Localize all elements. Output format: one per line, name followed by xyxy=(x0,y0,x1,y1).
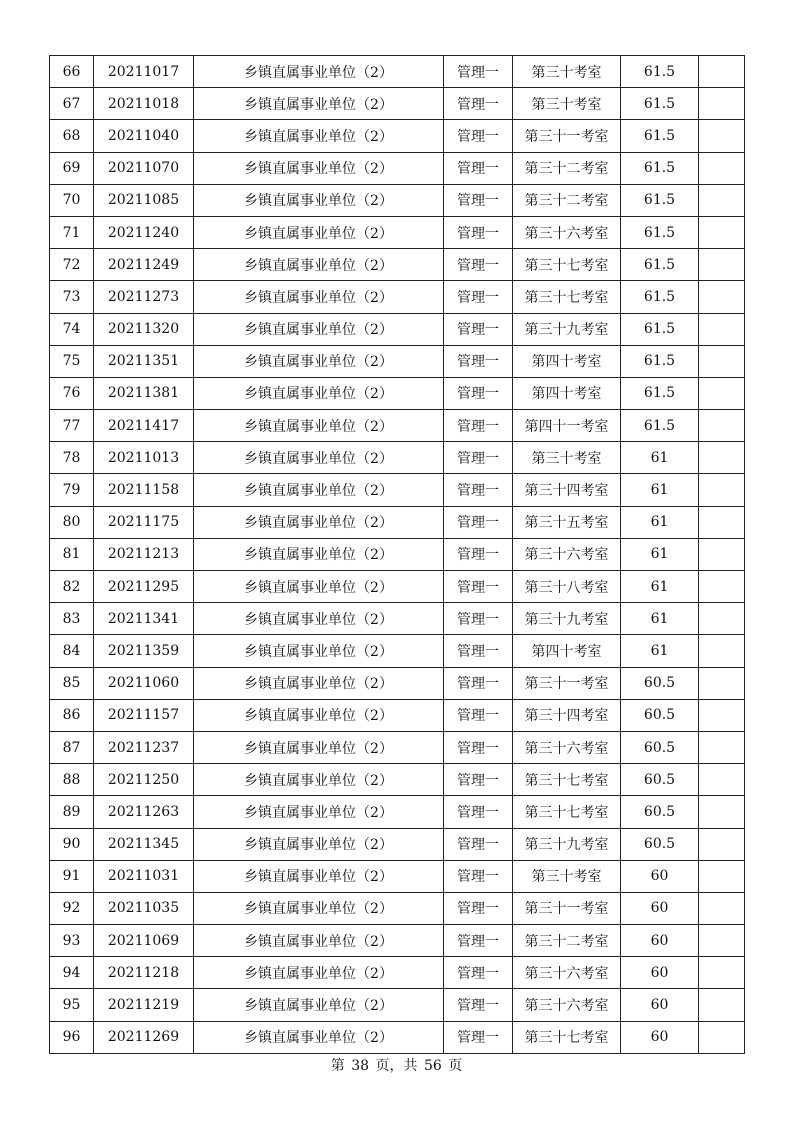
remark-cell xyxy=(699,989,745,1021)
table-row xyxy=(50,313,745,345)
remark-cell xyxy=(699,88,745,120)
footer-current-page: 38 xyxy=(351,1058,370,1074)
table-row xyxy=(50,796,745,828)
score: 60 xyxy=(621,989,699,1021)
remark-cell xyxy=(699,538,745,570)
row-number: 78 xyxy=(50,442,94,474)
position: 管理一 xyxy=(444,216,513,248)
row-number: 86 xyxy=(50,699,94,731)
row-number: 73 xyxy=(50,281,94,313)
remark-cell xyxy=(699,892,745,924)
row-number: 68 xyxy=(50,120,94,152)
position: 管理一 xyxy=(444,377,513,409)
position: 管理一 xyxy=(444,925,513,957)
score: 61 xyxy=(621,442,699,474)
exam-room: 第三十考室 xyxy=(513,860,621,892)
candidate-id: 20211269 xyxy=(94,1021,194,1053)
exam-room: 第三十九考室 xyxy=(513,603,621,635)
employer-unit: 乡镇直属事业单位（2） xyxy=(194,120,444,152)
exam-room: 第三十七考室 xyxy=(513,281,621,313)
row-number: 76 xyxy=(50,377,94,409)
position: 管理一 xyxy=(444,1021,513,1053)
position: 管理一 xyxy=(444,313,513,345)
employer-unit: 乡镇直属事业单位（2） xyxy=(194,925,444,957)
employer-unit: 乡镇直属事业单位（2） xyxy=(194,699,444,731)
score: 61 xyxy=(621,506,699,538)
employer-unit: 乡镇直属事业单位（2） xyxy=(194,410,444,442)
candidate-id: 20211060 xyxy=(94,667,194,699)
candidate-id: 20211213 xyxy=(94,538,194,570)
remark-cell xyxy=(699,828,745,860)
employer-unit: 乡镇直属事业单位（2） xyxy=(194,377,444,409)
remark-cell xyxy=(699,474,745,506)
exam-room: 第三十六考室 xyxy=(513,957,621,989)
table-row xyxy=(50,152,745,184)
employer-unit: 乡镇直属事业单位（2） xyxy=(194,892,444,924)
row-number: 92 xyxy=(50,892,94,924)
score: 61.5 xyxy=(621,152,699,184)
score: 60.5 xyxy=(621,731,699,763)
score: 61 xyxy=(621,538,699,570)
score: 61 xyxy=(621,635,699,667)
table-row xyxy=(50,88,745,120)
employer-unit: 乡镇直属事业单位（2） xyxy=(194,313,444,345)
employer-unit: 乡镇直属事业单位（2） xyxy=(194,828,444,860)
score: 60 xyxy=(621,1021,699,1053)
score: 60.5 xyxy=(621,699,699,731)
exam-room: 第三十七考室 xyxy=(513,796,621,828)
employer-unit: 乡镇直属事业单位（2） xyxy=(194,731,444,763)
employer-unit: 乡镇直属事业单位（2） xyxy=(194,474,444,506)
position: 管理一 xyxy=(444,667,513,699)
candidate-id: 20211031 xyxy=(94,860,194,892)
exam-room: 第三十四考室 xyxy=(513,474,621,506)
remark-cell xyxy=(699,313,745,345)
exam-room: 第三十考室 xyxy=(513,442,621,474)
candidate-id: 20211320 xyxy=(94,313,194,345)
remark-cell xyxy=(699,635,745,667)
table-row xyxy=(50,249,745,281)
table-row xyxy=(50,764,745,796)
row-number: 75 xyxy=(50,345,94,377)
exam-room: 第三十一考室 xyxy=(513,120,621,152)
employer-unit: 乡镇直属事业单位（2） xyxy=(194,216,444,248)
candidate-id: 20211273 xyxy=(94,281,194,313)
table-row xyxy=(50,410,745,442)
employer-unit: 乡镇直属事业单位（2） xyxy=(194,506,444,538)
footer-total-pages: 56 xyxy=(423,1058,442,1074)
row-number: 90 xyxy=(50,828,94,860)
candidate-id: 20211249 xyxy=(94,249,194,281)
position: 管理一 xyxy=(444,764,513,796)
candidate-id: 20211345 xyxy=(94,828,194,860)
exam-room: 第三十七考室 xyxy=(513,764,621,796)
position: 管理一 xyxy=(444,88,513,120)
position: 管理一 xyxy=(444,120,513,152)
row-number: 74 xyxy=(50,313,94,345)
position: 管理一 xyxy=(444,635,513,667)
table-row xyxy=(50,120,745,152)
score: 61 xyxy=(621,474,699,506)
table-row xyxy=(50,892,745,924)
row-number: 87 xyxy=(50,731,94,763)
score: 60 xyxy=(621,892,699,924)
candidate-id: 20211157 xyxy=(94,699,194,731)
row-number: 85 xyxy=(50,667,94,699)
candidate-id: 20211218 xyxy=(94,957,194,989)
table-row xyxy=(50,571,745,603)
exam-room: 第三十五考室 xyxy=(513,506,621,538)
position: 管理一 xyxy=(444,442,513,474)
score: 60.5 xyxy=(621,764,699,796)
row-number: 88 xyxy=(50,764,94,796)
employer-unit: 乡镇直属事业单位（2） xyxy=(194,88,444,120)
employer-unit: 乡镇直属事业单位（2） xyxy=(194,796,444,828)
row-number: 95 xyxy=(50,989,94,1021)
remark-cell xyxy=(699,506,745,538)
position: 管理一 xyxy=(444,892,513,924)
table-row xyxy=(50,699,745,731)
table-row xyxy=(50,345,745,377)
remark-cell xyxy=(699,442,745,474)
exam-room: 第三十七考室 xyxy=(513,249,621,281)
position: 管理一 xyxy=(444,410,513,442)
results-table-body xyxy=(50,56,745,1054)
candidate-id: 20211295 xyxy=(94,571,194,603)
position: 管理一 xyxy=(444,989,513,1021)
remark-cell xyxy=(699,925,745,957)
position: 管理一 xyxy=(444,860,513,892)
row-number: 81 xyxy=(50,538,94,570)
table-row xyxy=(50,442,745,474)
employer-unit: 乡镇直属事业单位（2） xyxy=(194,957,444,989)
exam-room: 第三十一考室 xyxy=(513,892,621,924)
remark-cell xyxy=(699,860,745,892)
position: 管理一 xyxy=(444,249,513,281)
score: 61.5 xyxy=(621,216,699,248)
candidate-id: 20211035 xyxy=(94,892,194,924)
row-number: 93 xyxy=(50,925,94,957)
exam-room: 第四十考室 xyxy=(513,635,621,667)
row-number: 96 xyxy=(50,1021,94,1053)
exam-room: 第三十九考室 xyxy=(513,313,621,345)
position: 管理一 xyxy=(444,474,513,506)
remark-cell xyxy=(699,764,745,796)
score: 61.5 xyxy=(621,281,699,313)
row-number: 77 xyxy=(50,410,94,442)
table-row xyxy=(50,1021,745,1053)
footer-suffix: 页 xyxy=(448,1058,463,1074)
exam-room: 第三十二考室 xyxy=(513,152,621,184)
candidate-id: 20211359 xyxy=(94,635,194,667)
exam-room: 第三十四考室 xyxy=(513,699,621,731)
candidate-id: 20211219 xyxy=(94,989,194,1021)
score: 61 xyxy=(621,603,699,635)
score: 60.5 xyxy=(621,796,699,828)
table-row xyxy=(50,184,745,216)
candidate-id: 20211069 xyxy=(94,925,194,957)
position: 管理一 xyxy=(444,281,513,313)
results-table xyxy=(49,55,745,1054)
row-number: 82 xyxy=(50,571,94,603)
exam-room: 第三十二考室 xyxy=(513,925,621,957)
remark-cell xyxy=(699,184,745,216)
page-footer xyxy=(0,1055,793,1075)
exam-room: 第三十考室 xyxy=(513,56,621,88)
row-number: 67 xyxy=(50,88,94,120)
row-number: 91 xyxy=(50,860,94,892)
employer-unit: 乡镇直属事业单位（2） xyxy=(194,571,444,603)
remark-cell xyxy=(699,281,745,313)
remark-cell xyxy=(699,603,745,635)
remark-cell xyxy=(699,152,745,184)
employer-unit: 乡镇直属事业单位（2） xyxy=(194,56,444,88)
row-number: 72 xyxy=(50,249,94,281)
remark-cell xyxy=(699,957,745,989)
footer-middle: 页，共 xyxy=(375,1058,418,1074)
candidate-id: 20211341 xyxy=(94,603,194,635)
row-number: 66 xyxy=(50,56,94,88)
row-number: 70 xyxy=(50,184,94,216)
score: 61.5 xyxy=(621,88,699,120)
score: 60 xyxy=(621,957,699,989)
candidate-id: 20211158 xyxy=(94,474,194,506)
row-number: 83 xyxy=(50,603,94,635)
candidate-id: 20211250 xyxy=(94,764,194,796)
table-row xyxy=(50,989,745,1021)
candidate-id: 20211175 xyxy=(94,506,194,538)
position: 管理一 xyxy=(444,957,513,989)
remark-cell xyxy=(699,377,745,409)
exam-room: 第三十六考室 xyxy=(513,989,621,1021)
remark-cell xyxy=(699,56,745,88)
exam-room: 第三十七考室 xyxy=(513,1021,621,1053)
exam-room: 第三十八考室 xyxy=(513,571,621,603)
score: 60 xyxy=(621,860,699,892)
table-row xyxy=(50,56,745,88)
position: 管理一 xyxy=(444,603,513,635)
candidate-id: 20211351 xyxy=(94,345,194,377)
remark-cell xyxy=(699,1021,745,1053)
row-number: 89 xyxy=(50,796,94,828)
position: 管理一 xyxy=(444,699,513,731)
candidate-id: 20211237 xyxy=(94,731,194,763)
score: 61.5 xyxy=(621,56,699,88)
table-row xyxy=(50,538,745,570)
employer-unit: 乡镇直属事业单位（2） xyxy=(194,152,444,184)
score: 61.5 xyxy=(621,120,699,152)
position: 管理一 xyxy=(444,506,513,538)
score: 61.5 xyxy=(621,184,699,216)
row-number: 80 xyxy=(50,506,94,538)
table-row xyxy=(50,925,745,957)
score: 60 xyxy=(621,925,699,957)
exam-room: 第三十一考室 xyxy=(513,667,621,699)
table-row xyxy=(50,216,745,248)
employer-unit: 乡镇直属事业单位（2） xyxy=(194,635,444,667)
exam-room: 第三十考室 xyxy=(513,88,621,120)
table-row xyxy=(50,474,745,506)
table-row xyxy=(50,506,745,538)
remark-cell xyxy=(699,120,745,152)
remark-cell xyxy=(699,345,745,377)
candidate-id: 20211070 xyxy=(94,152,194,184)
exam-room: 第三十六考室 xyxy=(513,731,621,763)
candidate-id: 20211085 xyxy=(94,184,194,216)
exam-room: 第三十六考室 xyxy=(513,216,621,248)
score: 61.5 xyxy=(621,249,699,281)
position: 管理一 xyxy=(444,56,513,88)
employer-unit: 乡镇直属事业单位（2） xyxy=(194,1021,444,1053)
remark-cell xyxy=(699,796,745,828)
table-row xyxy=(50,828,745,860)
remark-cell xyxy=(699,410,745,442)
exam-room: 第四十考室 xyxy=(513,377,621,409)
position: 管理一 xyxy=(444,184,513,216)
score: 61.5 xyxy=(621,410,699,442)
position: 管理一 xyxy=(444,796,513,828)
score: 60.5 xyxy=(621,828,699,860)
remark-cell xyxy=(699,249,745,281)
employer-unit: 乡镇直属事业单位（2） xyxy=(194,860,444,892)
remark-cell xyxy=(699,571,745,603)
exam-room: 第三十六考室 xyxy=(513,538,621,570)
remark-cell xyxy=(699,731,745,763)
candidate-id: 20211013 xyxy=(94,442,194,474)
employer-unit: 乡镇直属事业单位（2） xyxy=(194,184,444,216)
employer-unit: 乡镇直属事业单位（2） xyxy=(194,989,444,1021)
remark-cell xyxy=(699,699,745,731)
position: 管理一 xyxy=(444,152,513,184)
candidate-id: 20211017 xyxy=(94,56,194,88)
employer-unit: 乡镇直属事业单位（2） xyxy=(194,764,444,796)
score: 61.5 xyxy=(621,345,699,377)
candidate-id: 20211018 xyxy=(94,88,194,120)
candidate-id: 20211381 xyxy=(94,377,194,409)
remark-cell xyxy=(699,216,745,248)
position: 管理一 xyxy=(444,571,513,603)
candidate-id: 20211417 xyxy=(94,410,194,442)
exam-room: 第四十考室 xyxy=(513,345,621,377)
score: 60.5 xyxy=(621,667,699,699)
table-row xyxy=(50,860,745,892)
candidate-id: 20211240 xyxy=(94,216,194,248)
table-row xyxy=(50,603,745,635)
employer-unit: 乡镇直属事业单位（2） xyxy=(194,281,444,313)
candidate-id: 20211263 xyxy=(94,796,194,828)
row-number: 69 xyxy=(50,152,94,184)
position: 管理一 xyxy=(444,538,513,570)
employer-unit: 乡镇直属事业单位（2） xyxy=(194,345,444,377)
remark-cell xyxy=(699,667,745,699)
employer-unit: 乡镇直属事业单位（2） xyxy=(194,538,444,570)
employer-unit: 乡镇直属事业单位（2） xyxy=(194,249,444,281)
position: 管理一 xyxy=(444,828,513,860)
candidate-id: 20211040 xyxy=(94,120,194,152)
table-row xyxy=(50,731,745,763)
row-number: 71 xyxy=(50,216,94,248)
table-row xyxy=(50,281,745,313)
exam-room: 第三十二考室 xyxy=(513,184,621,216)
score: 61 xyxy=(621,571,699,603)
employer-unit: 乡镇直属事业单位（2） xyxy=(194,603,444,635)
row-number: 79 xyxy=(50,474,94,506)
table-row xyxy=(50,377,745,409)
table-row xyxy=(50,957,745,989)
exam-room: 第四十一考室 xyxy=(513,410,621,442)
employer-unit: 乡镇直属事业单位（2） xyxy=(194,667,444,699)
employer-unit: 乡镇直属事业单位（2） xyxy=(194,442,444,474)
table-row xyxy=(50,667,745,699)
row-number: 84 xyxy=(50,635,94,667)
score: 61.5 xyxy=(621,313,699,345)
score: 61.5 xyxy=(621,377,699,409)
footer-prefix: 第 xyxy=(330,1058,345,1074)
row-number: 94 xyxy=(50,957,94,989)
table-row xyxy=(50,635,745,667)
exam-room: 第三十九考室 xyxy=(513,828,621,860)
position: 管理一 xyxy=(444,345,513,377)
position: 管理一 xyxy=(444,731,513,763)
